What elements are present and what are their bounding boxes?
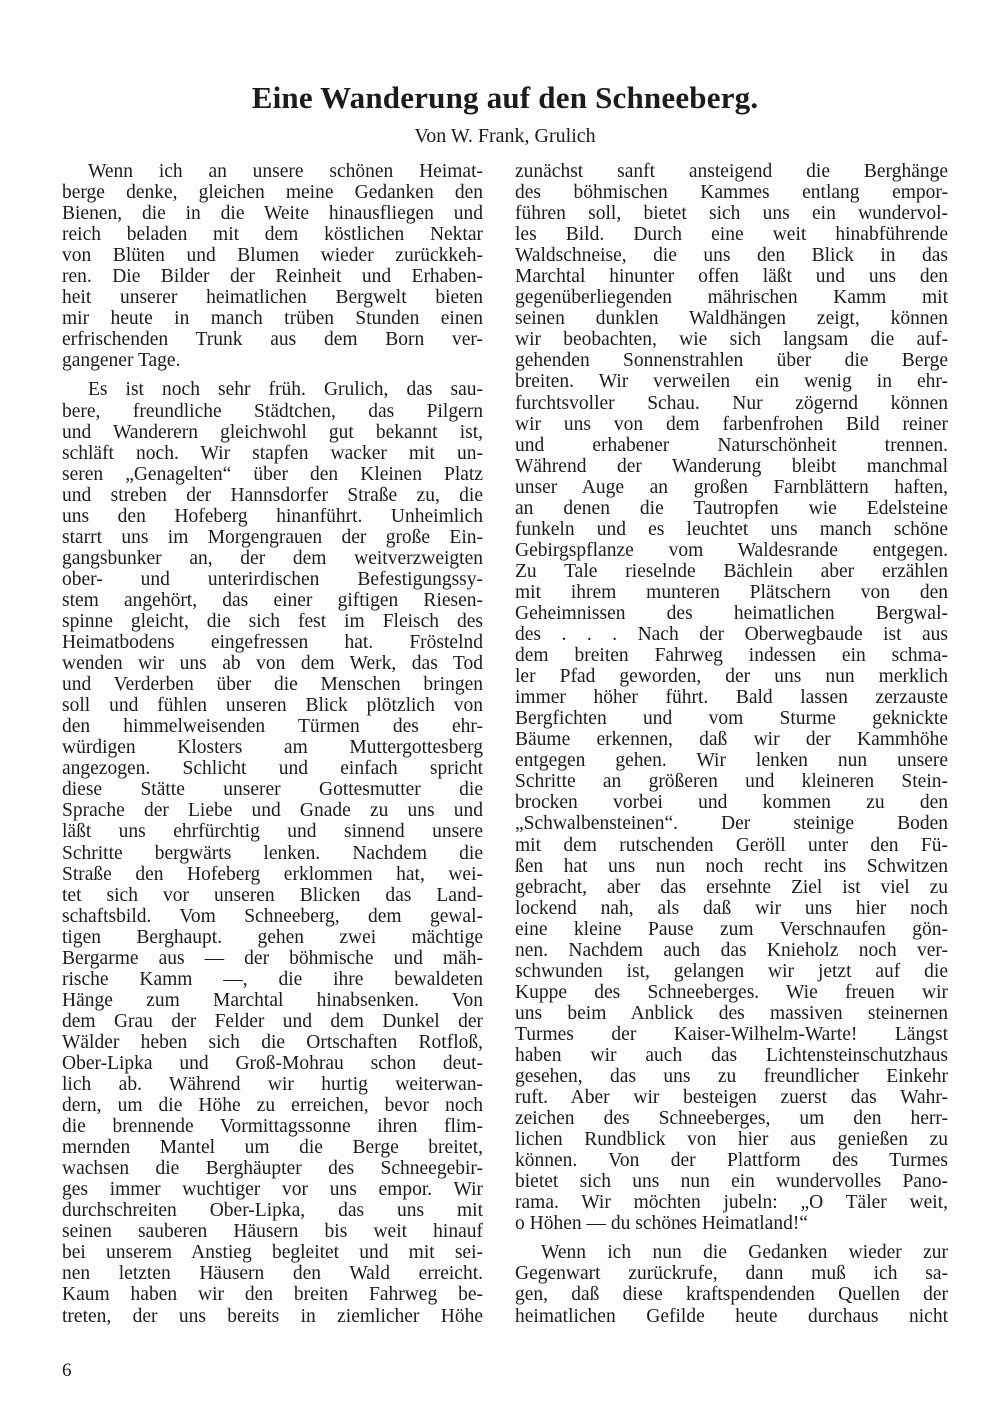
text-line: mit ihrem munteren Plätschern von den: [515, 581, 948, 603]
text-line: berge denke, gleichen meine Gedanken den: [62, 182, 483, 204]
text-line: furchtsvoller Schau. Nur zögernd können: [515, 392, 948, 414]
text-line: Waldschneise, die uns den Blick in das: [515, 245, 948, 267]
text-line: Marchtal hinunter offen läßt und uns den: [515, 266, 948, 288]
text-line: ler Pfad geworden, der uns nun merklich: [515, 666, 948, 688]
text-line: wachsen die Berghäupter des Schneegebir-: [62, 1158, 483, 1180]
text-line: heit unserer heimatlichen Bergwelt bieten: [62, 287, 483, 309]
text-line: Geheimnissen des heimatlichen Bergwal-: [515, 602, 948, 624]
text-line: Wenn ich nun die Gedanken wieder zur: [541, 1242, 948, 1264]
text-line: Kaum haben wir den breiten Fahrweg be-: [62, 1284, 483, 1306]
text-line: tet sich vor unseren Blicken das Land-: [62, 884, 483, 906]
left-column: [62, 161, 483, 1327]
text-line: uns beim Anblick des massiven steinernen: [515, 1002, 948, 1024]
text-line: würdigen Klosters am Muttergottesberg: [62, 737, 483, 759]
text-line: bere, freundliche Städtchen, das Pilgern: [62, 400, 483, 422]
text-line: schläft noch. Wir stapfen wacker mit un-: [62, 442, 483, 464]
text-line: Bergfichten und vom Sturme geknickte: [515, 708, 948, 730]
text-line: erfrischenden Trunk aus dem Born ver-: [62, 329, 483, 351]
text-line: seinen dunklen Waldhängen zeigt, können: [515, 308, 948, 330]
text-line: ober- und unterirdischen Befestigungssy-: [62, 568, 483, 590]
text-line: mernden Mantel um die Berge breitet,: [62, 1137, 483, 1159]
text-line: wenden wir uns ab von dem Werk, das Tod: [62, 653, 483, 675]
text-line: wir beobachten, wie sich langsam die auf-: [515, 329, 948, 351]
text-line: bietet sich uns nun ein wundervolles Pano-: [515, 1171, 948, 1193]
text-line: schaftsbild. Vom Schneeberg, dem gewal-: [62, 905, 483, 927]
text-line: lichen Rundblick von hier aus genießen zu: [515, 1129, 948, 1151]
text-line: nen. Nachdem auch das Knieholz noch ver-: [515, 939, 948, 961]
paragraph: [62, 161, 483, 371]
text-line: Bäume erkennen, daß wir der Kammhöhe: [515, 729, 948, 751]
text-line: Straße den Hofeberg erklommen hat, wei-: [62, 863, 483, 885]
paragraph: [515, 1242, 948, 1326]
text-line: „Schwalbensteinen“. Der steinige Boden: [515, 813, 948, 835]
text-line: ßen hat uns nun noch recht ins Schwitzen: [515, 855, 948, 877]
text-line: seren „Genagelten“ über den Kleinen Platz: [62, 463, 483, 485]
text-line: dern, um die Höhe zu erreichen, bevor noch: [62, 1095, 483, 1117]
text-line: Bergarme aus — der böhmische und mäh-: [62, 947, 483, 969]
text-line: breiten. Wir verweilen ein wenig in ehr-: [515, 371, 948, 393]
text-line: Ober-Lipka und Groß-Mohrau schon deut-: [62, 1052, 483, 1074]
text-line: Bienen, die in die Weite hinausfliegen und: [62, 203, 483, 225]
text-line: Während der Wanderung bleibt manchmal: [515, 455, 948, 477]
text-line: und Verderben über die Menschen bringen: [62, 674, 483, 696]
text-line: Zu Tale rieselnde Bächlein aber erzählen: [515, 560, 948, 582]
text-line: des böhmischen Kammes entlang empor-: [515, 182, 948, 204]
text-line: des . . . Nach der Oberwegbaude ist aus: [515, 624, 948, 646]
text-line: gangener Tage.: [62, 350, 181, 372]
text-line: Kuppe des Schneeberges. Wie freuen wir: [515, 981, 948, 1003]
text-line: gesehen, das uns zu freundlicher Einkehr: [515, 1066, 948, 1088]
text-line: dem breiten Fahrweg indessen ein schma-: [515, 645, 948, 667]
text-line: gangsbunker an, der dem weitverzweigten: [62, 547, 483, 569]
text-line: Wälder heben sich die Ortschaften Rotfloß,: [62, 1031, 483, 1053]
text-line: Schritte an größeren und kleineren Stein-: [515, 771, 948, 793]
text-line: Gebirgspflanze vom Waldesrande entgegen.: [515, 539, 948, 561]
text-line: Sprache der Liebe und Gnade zu uns und: [62, 800, 483, 822]
page-number: 6: [62, 1360, 72, 1381]
text-line: und streben der Hannsdorfer Straße zu, die: [62, 484, 483, 506]
text-line: ren. Die Bilder der Reinheit und Erhaben-: [62, 266, 483, 288]
text-line: unser Auge an großen Farnblättern haften,: [515, 476, 948, 498]
article-title: Eine Wanderung auf den Schneeberg.: [251, 80, 759, 115]
text-line: soll und fühlen unseren Blick plötzlich von: [62, 695, 483, 717]
text-line: gen, daß diese kraftspendenden Quellen der: [515, 1284, 948, 1306]
text-line: Schritte bergwärts lenken. Nachdem die: [62, 842, 483, 864]
text-line: Gegenwart zurückrufe, dann muß ich sa-: [515, 1263, 948, 1285]
text-line: durchschreiten Ober-Lipka, das uns mit: [62, 1200, 483, 1222]
text-line: ruft. Aber wir besteigen zuerst das Wahr-: [515, 1087, 948, 1109]
text-line: seinen sauberen Häusern bis weit hinauf: [62, 1221, 483, 1243]
text-line: Heimatbodens eingefressen hat. Fröstelnd: [62, 632, 483, 654]
article-byline: Von W. Frank, Grulich: [414, 125, 596, 147]
text-line: reich beladen mit dem köstlichen Nektar: [62, 224, 483, 246]
text-line: haben wir auch das Lichtensteinschutzhaus: [515, 1044, 948, 1066]
text-line: angezogen. Schlicht und einfach spricht: [62, 758, 483, 780]
text-line: eine kleine Pause zum Verschnaufen gön-: [515, 918, 948, 940]
text-line: an denen die Tautropfen wie Edelsteine: [515, 497, 948, 519]
text-line: lockend nah, als daß wir uns hier noch: [515, 897, 948, 919]
text-line: gehenden Sonnenstrahlen über die Berge: [515, 350, 948, 372]
text-line: entgegen gehen. Wir lenken nun unsere: [515, 750, 948, 772]
text-line: Turmes der Kaiser-Wilhelm-Warte! Längst: [515, 1023, 948, 1045]
text-line: diese Stätte unserer Gottesmutter die: [62, 779, 483, 801]
text-line: rama. Wir möchten jubeln: „O Täler weit,: [515, 1192, 948, 1214]
text-line: o Höhen — du schönes Heimatland!“: [515, 1213, 808, 1235]
text-line: mit dem rutschenden Geröll unter den Fü-: [515, 834, 948, 856]
text-line: schwunden ist, gelangen wir jetzt auf die: [515, 960, 948, 982]
text-line: und Wanderern gleichwohl gut bekannt ist,: [62, 421, 483, 443]
text-line: Wenn ich an unsere schönen Heimat-: [88, 161, 483, 182]
text-line: Es ist noch sehr früh. Grulich, das sau-: [88, 379, 483, 401]
text-line: rische Kamm —, die ihre bewaldeten: [62, 968, 483, 990]
text-line: bei unserem Anstieg begleitet und mit sei-: [62, 1242, 483, 1264]
paragraph: [62, 379, 483, 1326]
text-line: stem angehört, das einer giftigen Riesen-: [62, 589, 483, 611]
text-line: zunächst sanft ansteigend die Berghänge: [515, 161, 948, 182]
text-line: les Bild. Durch eine weit hinabführende: [515, 224, 948, 246]
text-line: gegenüberliegenden mährischen Kamm mit: [515, 287, 948, 309]
text-line: brocken vorbei und kommen zu den: [515, 792, 948, 814]
text-line: und erhabener Naturschönheit trennen.: [515, 434, 948, 456]
text-line: von Blüten und Blumen wieder zurückkeh-: [62, 245, 483, 267]
text-line: heimatlichen Gefilde heute durchaus nicht: [515, 1305, 948, 1327]
text-line: mir heute in manch trüben Stunden einen: [62, 308, 483, 330]
text-line: Hänge zum Marchtal hinabsenken. Von: [62, 989, 483, 1011]
text-line: immer höher führt. Bald lassen zerzauste: [515, 687, 948, 709]
text-line: gebracht, aber das ersehnte Ziel ist viel zu: [515, 876, 948, 898]
text-line: zeichen des Schneeberges, um den herr-: [515, 1108, 948, 1130]
text-line: tigen Berghaupt. gehen zwei mächtige: [62, 926, 483, 948]
text-line: ges immer wuchtiger vor uns empor. Wir: [62, 1179, 483, 1201]
text-line: uns den Hofeberg hinanführt. Unheimlich: [62, 505, 483, 527]
text-line: lich ab. Während wir hurtig weiterwan-: [62, 1074, 483, 1096]
text-line: spinne gleicht, die sich fest im Fleisch des: [62, 610, 483, 632]
text-line: treten, der uns bereits in ziemlicher Höhe: [62, 1305, 483, 1327]
right-column: [515, 161, 948, 1327]
text-line: dem Grau der Felder und dem Dunkel der: [62, 1010, 483, 1032]
text-line: den himmelweisenden Türmen des ehr-: [62, 716, 483, 738]
text-line: führen soll, bietet sich uns ein wundervol-: [515, 203, 948, 225]
text-line: läßt uns ehrfürchtig und sinnend unsere: [62, 821, 483, 843]
text-line: die brennende Vormittagssonne ihren flim-: [62, 1116, 483, 1138]
text-line: funkeln und es leuchtet uns manch schöne: [515, 518, 948, 540]
text-line: starrt uns im Morgengrauen der große Ein-: [62, 526, 483, 548]
text-line: wir uns von dem farbenfrohen Bild reiner: [515, 413, 948, 435]
paragraph: [515, 161, 948, 1234]
text-line: können. Von der Plattform des Turmes: [515, 1150, 948, 1172]
text-line: nen letzten Häusern den Wald erreicht.: [62, 1263, 483, 1285]
